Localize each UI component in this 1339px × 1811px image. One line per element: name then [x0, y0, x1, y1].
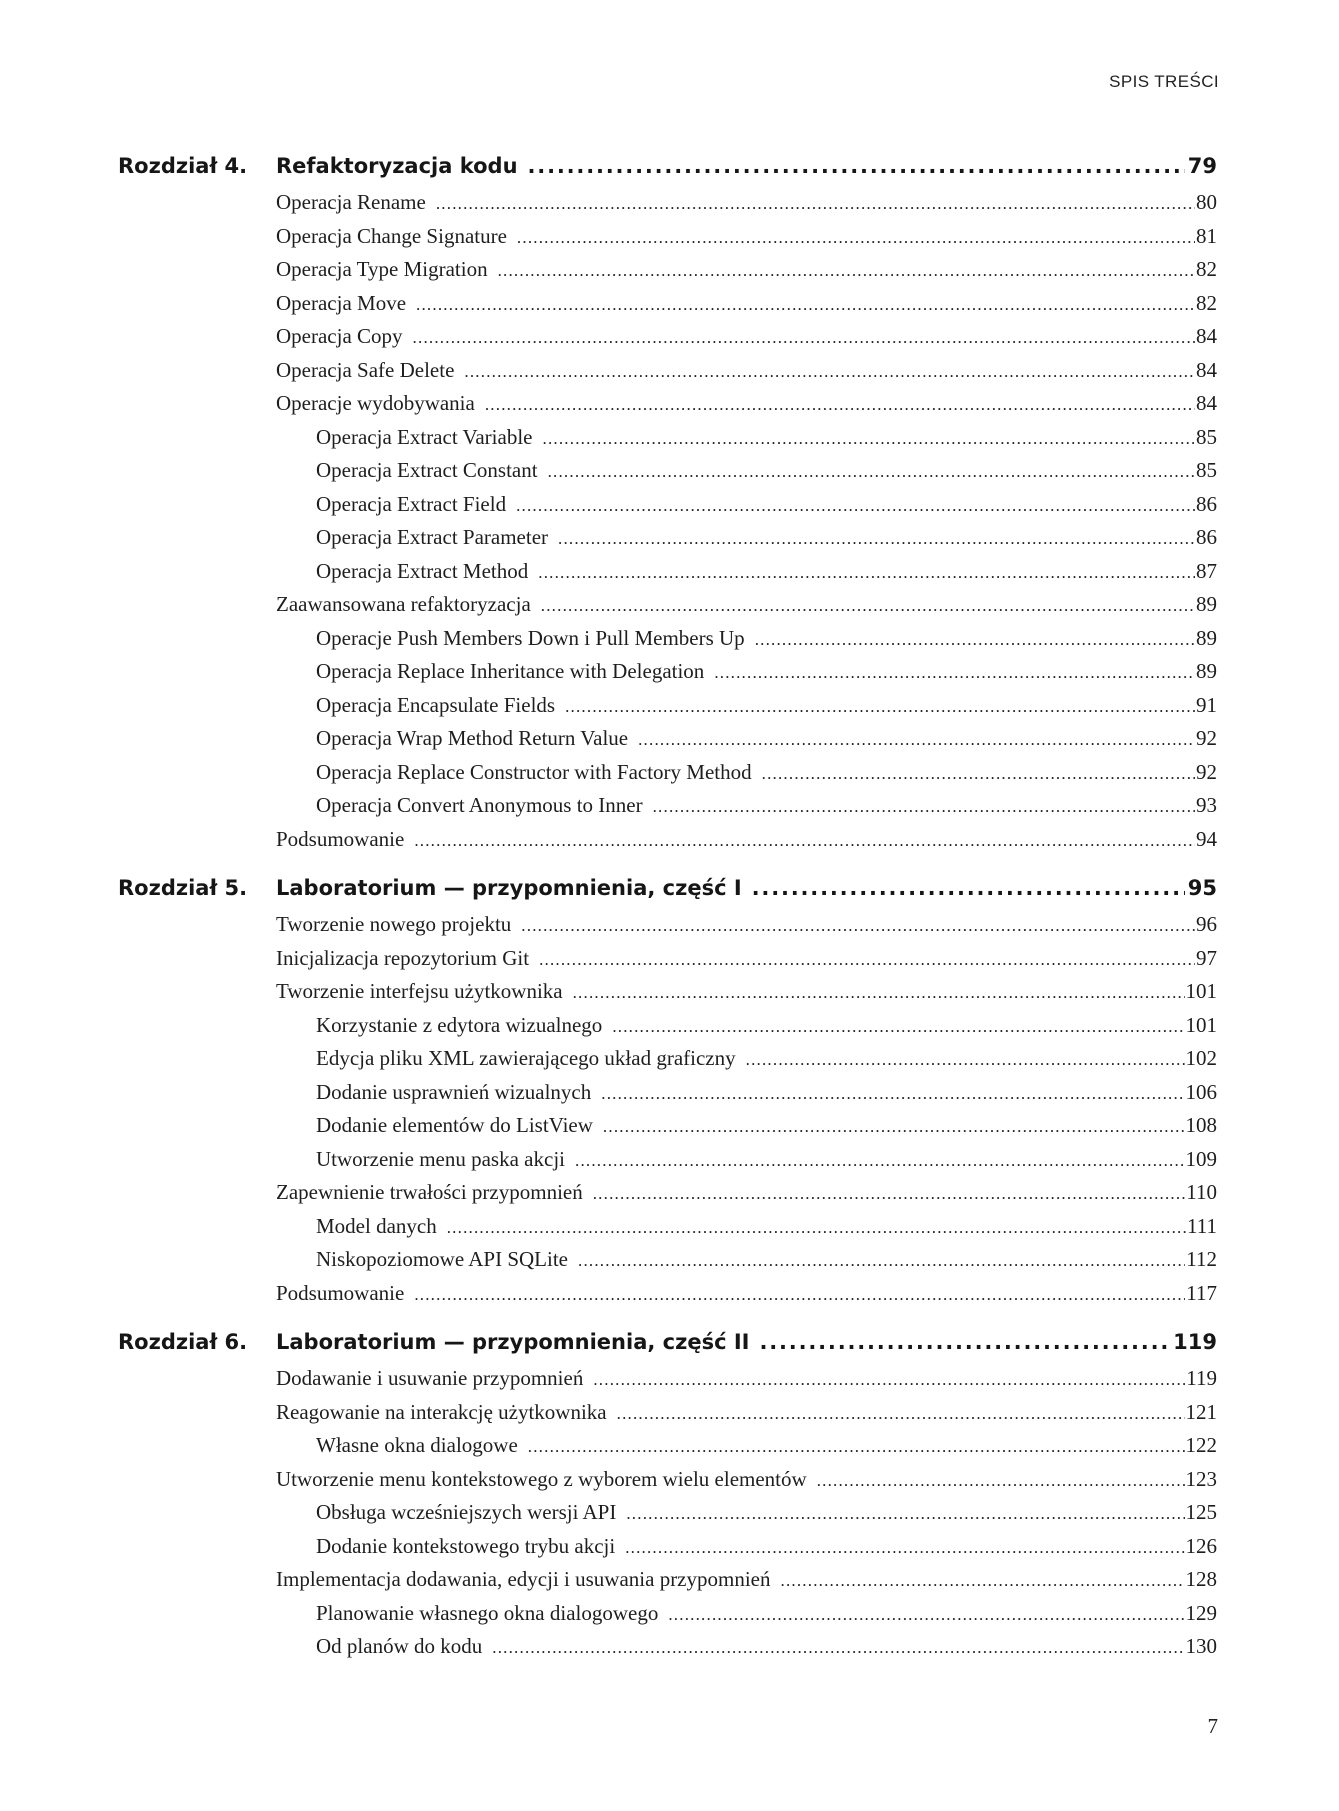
toc-entry-title: Dodanie elementów do ListView: [316, 1113, 593, 1137]
toc-subentry[interactable]: [0, 1010, 1339, 1044]
toc-entry[interactable]: [0, 589, 1339, 623]
toc-entry-title: Operacja Extract Method: [316, 558, 529, 583]
toc-entry-page-number: 80: [1196, 190, 1217, 214]
toc-entry-page-number: 84: [1196, 324, 1217, 348]
running-head: SPIS TREŚCI: [1109, 72, 1219, 91]
toc-entry-line: [316, 425, 1217, 450]
toc-subentry[interactable]: [0, 723, 1339, 757]
toc-subentry[interactable]: [0, 522, 1339, 556]
toc-entry-line: [316, 1534, 1217, 1559]
toc-entry-line: [316, 726, 1217, 751]
toc-entry-line: [276, 1281, 1217, 1306]
toc-entry-page-number: 126: [1185, 1533, 1217, 1558]
toc-subentry[interactable]: [0, 1598, 1339, 1632]
toc-entry-page-number: 119: [1186, 1366, 1217, 1390]
toc-entry-page-number: 86: [1196, 525, 1217, 549]
dot-leader: [541, 596, 1195, 616]
toc-subentry[interactable]: [0, 1531, 1339, 1565]
dot-leader: [817, 1471, 1185, 1491]
toc-entry-page-number: 91: [1196, 692, 1217, 717]
toc-subentry[interactable]: [0, 757, 1339, 791]
toc-entry[interactable]: [0, 824, 1339, 858]
toc-entry-line: [276, 1567, 1217, 1592]
toc-entry[interactable]: [0, 1177, 1339, 1211]
chapter-title-line: [276, 1330, 1217, 1354]
toc-entry-page-number: 81: [1196, 223, 1217, 248]
toc-entry-line: [276, 827, 1217, 852]
dot-leader: [558, 529, 1195, 549]
toc-entry-line: [316, 1634, 1217, 1659]
toc-entry-line: [276, 912, 1217, 937]
toc-entry-line: [316, 1080, 1217, 1105]
toc-subentry[interactable]: [0, 690, 1339, 724]
page-number: 7: [1207, 1714, 1218, 1738]
dot-leader: [521, 916, 1195, 936]
dot-leader: [548, 462, 1195, 482]
toc-subentry[interactable]: [0, 790, 1339, 824]
dot-leader: [668, 1605, 1184, 1625]
toc-entry-page-number: 108: [1185, 1113, 1217, 1137]
toc-entry-page-number: 89: [1196, 625, 1217, 650]
toc-entry[interactable]: [0, 943, 1339, 977]
toc-entry-page-number: 111: [1187, 1213, 1217, 1238]
toc-entry-title: Operacja Extract Parameter: [316, 525, 549, 549]
dot-leader: [762, 764, 1195, 784]
toc-entry-line: [316, 626, 1217, 651]
dot-leader: [759, 1330, 1170, 1354]
toc-entry-title: Edycja pliku XML zawierającego układ graficzny: [316, 1046, 736, 1070]
toc-entry-title: Operacja Extract Constant: [316, 458, 538, 482]
toc-entry-page-number: 101: [1185, 979, 1217, 1003]
toc-entry-page-number: 86: [1196, 491, 1217, 516]
toc-entry-page-number: 89: [1196, 659, 1217, 683]
toc-entry-page-number: 125: [1185, 1500, 1217, 1524]
dot-leader: [498, 261, 1195, 281]
dot-leader: [416, 295, 1195, 315]
dot-leader: [625, 1538, 1184, 1558]
toc-entry-line: [276, 257, 1217, 282]
dot-leader: [653, 797, 1195, 817]
toc-entry-title: Korzystanie z edytora wizualnego: [316, 1012, 603, 1037]
toc-entry-title: Operacja Move: [276, 290, 407, 315]
dot-leader: [573, 983, 1185, 1003]
toc-entry-title: Utworzenie menu paska akcji: [316, 1146, 565, 1171]
toc-entry-title: Operacja Change Signature: [276, 223, 507, 248]
toc-subentry[interactable]: [0, 1497, 1339, 1531]
toc-entry-title: Operacja Replace Constructor with Factory Method: [316, 759, 752, 784]
dot-leader: [603, 1117, 1185, 1137]
dot-leader: [593, 1370, 1185, 1390]
toc-entry-line: [316, 458, 1217, 483]
chapter-label: Rozdział 5.: [118, 876, 248, 900]
toc-entry-page-number: 106: [1185, 1079, 1217, 1104]
toc-entry-line: [276, 1180, 1217, 1205]
toc-entry[interactable]: [0, 187, 1339, 221]
dot-leader: [755, 630, 1195, 650]
toc-entry-page-number: 93: [1196, 793, 1217, 817]
toc-entry-line: [316, 793, 1217, 818]
chapter-label: Rozdział 4.: [118, 154, 248, 178]
toc-entry-line: [316, 693, 1217, 718]
dot-leader: [626, 1504, 1184, 1524]
toc-entry-title: Operacja Extract Field: [316, 491, 507, 516]
toc-subentry[interactable]: [0, 1144, 1339, 1178]
toc-entry-title: Inicjalizacja repozytorium Git: [276, 945, 530, 970]
chapter-heading[interactable]: [0, 1326, 1339, 1363]
toc-entry-page-number: 112: [1186, 1247, 1217, 1271]
toc-entry-page-number: 85: [1196, 424, 1217, 449]
toc-entry-title: Obsługa wcześniejszych wersji API: [316, 1500, 617, 1524]
toc-subentry[interactable]: [0, 556, 1339, 590]
toc-entry-page-number: 128: [1185, 1567, 1217, 1591]
toc-entry-page-number: 123: [1185, 1466, 1217, 1491]
dot-leader: [578, 1251, 1185, 1271]
dot-leader: [464, 362, 1195, 382]
toc-entry-line: [316, 525, 1217, 550]
dot-leader: [543, 429, 1196, 449]
toc-entry-title: Od planów do kodu: [316, 1634, 483, 1658]
toc-entry-title: Niskopoziomowe API SQLite: [316, 1247, 568, 1271]
toc-entry-line: [276, 592, 1217, 617]
chapter-title: Laboratorium — przypomnienia, część II: [276, 1330, 750, 1354]
toc-entry-page-number: 84: [1196, 391, 1217, 415]
dot-leader: [539, 950, 1195, 970]
toc-entry-title: Tworzenie nowego projektu: [276, 912, 512, 936]
chapter-title-line: [276, 154, 1217, 178]
toc-entry-title: Utworzenie menu kontekstowego z wyborem wielu elementów: [276, 1466, 807, 1491]
toc-subentry[interactable]: [0, 656, 1339, 690]
dot-leader: [528, 154, 1185, 178]
toc-entry-line: [276, 946, 1217, 971]
toc-entry[interactable]: [0, 355, 1339, 389]
toc-entry-title: Model danych: [316, 1213, 437, 1238]
chapter-section: [0, 872, 1339, 1311]
toc-entry[interactable]: [0, 909, 1339, 943]
dot-leader: [414, 1285, 1185, 1305]
chapter-title: Laboratorium — przypomnienia, część I: [276, 876, 742, 900]
toc-entry-line: [316, 1013, 1217, 1038]
toc-entry[interactable]: [0, 254, 1339, 288]
table-of-contents: [0, 150, 1339, 1665]
toc-entry-line: [276, 979, 1217, 1004]
toc-entry-page-number: 85: [1196, 458, 1217, 482]
toc-subentry[interactable]: [0, 422, 1339, 456]
toc-entry[interactable]: [0, 1397, 1339, 1431]
dot-leader: [638, 730, 1195, 750]
toc-entry-title: Operacja Copy: [276, 324, 403, 348]
toc-entry[interactable]: [0, 388, 1339, 422]
toc-subentry[interactable]: [0, 623, 1339, 657]
toc-entry-title: Podsumowanie: [276, 826, 405, 851]
toc-entry-page-number: 122: [1185, 1433, 1217, 1457]
toc-entry-line: [316, 1500, 1217, 1525]
toc-entry-line: [316, 1147, 1217, 1172]
toc-entry-line: [316, 492, 1217, 517]
toc-entry-title: Dodawanie i usuwanie przypomnień: [276, 1366, 584, 1390]
dot-leader: [528, 1437, 1185, 1457]
dot-leader: [601, 1084, 1184, 1104]
toc-entry-page-number: 92: [1196, 759, 1217, 784]
toc-entry-page-number: 89: [1196, 592, 1217, 616]
toc-entry-line: [276, 391, 1217, 416]
toc-entry-line: [276, 1400, 1217, 1425]
dot-leader: [617, 1404, 1185, 1424]
chapter-heading[interactable]: [0, 150, 1339, 187]
toc-entry-page-number: 82: [1196, 290, 1217, 315]
toc-entry[interactable]: [0, 1564, 1339, 1598]
toc-entry-page-number: 84: [1196, 357, 1217, 382]
dot-leader: [714, 663, 1195, 683]
toc-entry-page-number: 87: [1196, 558, 1217, 583]
toc-entry-line: [316, 1247, 1217, 1272]
toc-entry-title: Operacja Wrap Method Return Value: [316, 726, 629, 750]
chapter-section: [0, 150, 1339, 857]
toc-entry-page-number: 97: [1196, 945, 1217, 970]
toc-entry[interactable]: [0, 976, 1339, 1010]
toc-entry-line: [276, 224, 1217, 249]
toc-entry-page-number: 96: [1196, 912, 1217, 936]
chapter-title-line: [276, 876, 1217, 900]
toc-entry-line: [276, 291, 1217, 316]
toc-entry-line: [316, 659, 1217, 684]
toc-entry[interactable]: [0, 221, 1339, 255]
toc-entry-page-number: 94: [1196, 826, 1217, 851]
toc-entry-page-number: 82: [1196, 257, 1217, 281]
toc-entry-line: [276, 324, 1217, 349]
toc-entry-title: Tworzenie interfejsu użytkownika: [276, 979, 563, 1003]
toc-entry-line: [276, 1366, 1217, 1391]
toc-subentry[interactable]: [0, 1244, 1339, 1278]
toc-subentry[interactable]: [0, 1110, 1339, 1144]
chapter-page-number: 119: [1173, 1330, 1217, 1354]
toc-entry-title: Dodanie kontekstowego trybu akcji: [316, 1533, 616, 1558]
toc-entry-title: Operacja Rename: [276, 190, 426, 214]
toc-entry-page-number: 110: [1186, 1180, 1217, 1204]
toc-entry-page-number: 130: [1185, 1634, 1217, 1658]
toc-entry-line: [276, 358, 1217, 383]
chapter-page-number: 79: [1187, 154, 1217, 178]
dot-leader: [485, 395, 1195, 415]
toc-entry-line: [316, 1214, 1217, 1239]
toc-entry-page-number: 101: [1185, 1012, 1217, 1037]
toc-entry-line: [316, 1601, 1217, 1626]
dot-leader: [593, 1184, 1186, 1204]
toc-entry-page-number: 117: [1186, 1280, 1217, 1305]
toc-entry-title: Dodanie usprawnień wizualnych: [316, 1079, 592, 1104]
toc-entry-line: [316, 1046, 1217, 1071]
dot-leader: [575, 1151, 1185, 1171]
toc-entry-line: [316, 559, 1217, 584]
chapter-label: Rozdział 6.: [118, 1330, 248, 1354]
toc-entry-line: [316, 1113, 1217, 1138]
toc-subentry[interactable]: [0, 1430, 1339, 1464]
toc-entry[interactable]: [0, 1278, 1339, 1312]
toc-entry-title: Planowanie własnego okna dialogowego: [316, 1600, 659, 1625]
toc-entry-title: Operacja Extract Variable: [316, 424, 533, 449]
dot-leader: [492, 1638, 1184, 1658]
toc-subentry[interactable]: [0, 1631, 1339, 1665]
dot-leader: [752, 876, 1185, 900]
dot-leader: [413, 328, 1195, 348]
toc-subentry[interactable]: [0, 489, 1339, 523]
dot-leader: [516, 496, 1195, 516]
toc-subentry[interactable]: [0, 1211, 1339, 1245]
dot-leader: [436, 194, 1195, 214]
toc-entry-page-number: 121: [1185, 1399, 1217, 1424]
dot-leader: [746, 1050, 1185, 1070]
dot-leader: [538, 563, 1195, 583]
toc-subentry[interactable]: [0, 1077, 1339, 1111]
toc-entry-title: Operacja Type Migration: [276, 257, 488, 281]
toc-entry-title: Operacja Encapsulate Fields: [316, 692, 556, 717]
toc-entry-title: Zapewnienie trwałości przypomnień: [276, 1180, 583, 1204]
toc-entry-title: Własne okna dialogowe: [316, 1433, 518, 1457]
toc-entry-title: Reagowanie na interakcję użytkownika: [276, 1399, 607, 1424]
toc-entry-page-number: 109: [1185, 1146, 1217, 1171]
toc-entry-title: Podsumowanie: [276, 1280, 405, 1305]
toc-entry-title: Operacja Safe Delete: [276, 357, 455, 382]
chapter-section: [0, 1326, 1339, 1665]
toc-entry-line: [276, 1467, 1217, 1492]
dot-leader: [414, 831, 1195, 851]
toc-entry-title: Implementacja dodawania, edycji i usuwania przypomnień: [276, 1567, 771, 1591]
toc-entry[interactable]: [0, 1363, 1339, 1397]
toc-entry[interactable]: [0, 288, 1339, 322]
dot-leader: [517, 228, 1195, 248]
chapter-page-number: 95: [1187, 876, 1217, 900]
chapter-heading[interactable]: [0, 872, 1339, 909]
toc-entry-title: Operacje wydobywania: [276, 391, 475, 415]
toc-entry-line: [276, 190, 1217, 215]
dot-leader: [781, 1571, 1185, 1591]
dot-leader: [612, 1017, 1184, 1037]
toc-entry-title: Operacja Convert Anonymous to Inner: [316, 793, 643, 817]
toc-entry-page-number: 92: [1196, 726, 1217, 750]
toc-entry[interactable]: [0, 1464, 1339, 1498]
chapter-title: Refaktoryzacja kodu: [276, 154, 518, 178]
toc-entry-title: Operacja Replace Inheritance with Delegation: [316, 659, 705, 683]
toc-entry-page-number: 129: [1185, 1600, 1217, 1625]
toc-entry-title: Operacje Push Members Down i Pull Members Up: [316, 625, 745, 650]
dot-leader: [565, 697, 1195, 717]
toc-entry-title: Zaawansowana refaktoryzacja: [276, 592, 531, 616]
toc-entry-line: [316, 1433, 1217, 1458]
toc-entry-page-number: 102: [1185, 1046, 1217, 1070]
toc-subentry[interactable]: [0, 455, 1339, 489]
toc-entry[interactable]: [0, 321, 1339, 355]
toc-entry-line: [316, 760, 1217, 785]
dot-leader: [447, 1218, 1186, 1238]
toc-subentry[interactable]: [0, 1043, 1339, 1077]
